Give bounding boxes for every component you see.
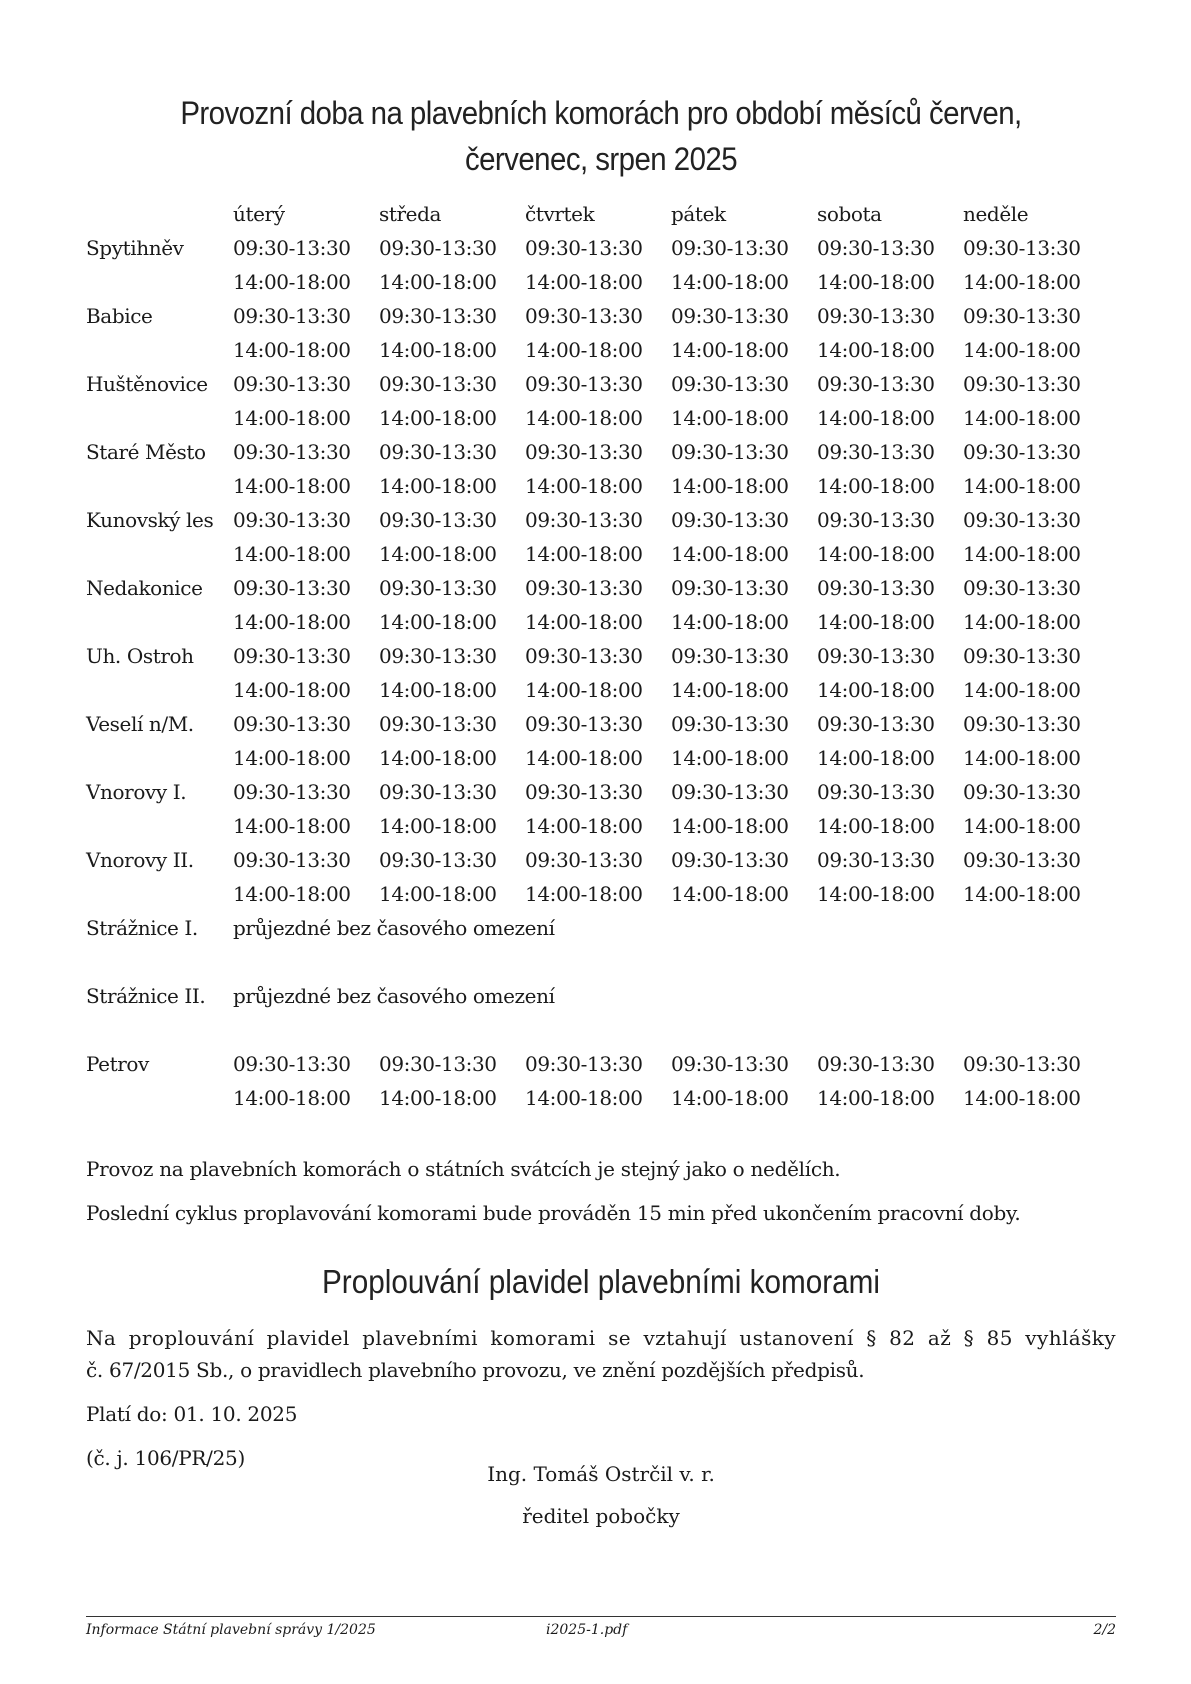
morning-hours: 09:30-13:30 bbox=[525, 372, 643, 396]
afternoon-hours: 14:00-18:00 bbox=[671, 1086, 789, 1110]
header-day: pátek bbox=[671, 202, 726, 226]
signature-role: ředitel pobočky bbox=[522, 1504, 680, 1528]
morning-hours: 09:30-13:30 bbox=[525, 508, 643, 532]
afternoon-hours: 14:00-18:00 bbox=[963, 338, 1081, 362]
morning-hours: 09:30-13:30 bbox=[525, 712, 643, 736]
valid-until: Platí do: 01. 10. 2025 bbox=[86, 1402, 298, 1426]
morning-hours: 09:30-13:30 bbox=[671, 508, 789, 532]
lock-name: Kunovský les bbox=[86, 508, 214, 532]
afternoon-hours: 14:00-18:00 bbox=[817, 474, 935, 498]
afternoon-hours: 14:00-18:00 bbox=[525, 882, 643, 906]
afternoon-hours: 14:00-18:00 bbox=[817, 882, 935, 906]
morning-hours: 09:30-13:30 bbox=[963, 440, 1081, 464]
morning-hours: 09:30-13:30 bbox=[671, 644, 789, 668]
morning-hours: 09:30-13:30 bbox=[233, 712, 351, 736]
morning-hours: 09:30-13:30 bbox=[525, 644, 643, 668]
spacer-row bbox=[86, 1013, 1109, 1047]
footer-publication: Informace Státní plavební správy 1/2025 bbox=[86, 1622, 376, 1638]
afternoon-hours: 14:00-18:00 bbox=[525, 1086, 643, 1110]
morning-hours: 09:30-13:30 bbox=[233, 440, 351, 464]
afternoon-hours: 14:00-18:00 bbox=[671, 542, 789, 566]
lock-name: Petrov bbox=[86, 1052, 149, 1076]
afternoon-hours: 14:00-18:00 bbox=[817, 1086, 935, 1110]
lock-row-morning bbox=[86, 299, 1109, 333]
morning-hours: 09:30-13:30 bbox=[233, 304, 351, 328]
afternoon-hours: 14:00-18:00 bbox=[963, 610, 1081, 634]
lock-row-morning bbox=[86, 707, 1109, 741]
afternoon-hours: 14:00-18:00 bbox=[233, 678, 351, 702]
afternoon-hours: 14:00-18:00 bbox=[525, 814, 643, 838]
lock-name: Babice bbox=[86, 304, 153, 328]
afternoon-hours: 14:00-18:00 bbox=[233, 1086, 351, 1110]
lock-row-morning bbox=[86, 843, 1109, 877]
footer-divider bbox=[86, 1616, 1116, 1617]
morning-hours: 09:30-13:30 bbox=[379, 440, 497, 464]
header-day: neděle bbox=[963, 202, 1029, 226]
lock-name: Uh. Ostroh bbox=[86, 644, 194, 668]
morning-hours: 09:30-13:30 bbox=[233, 372, 351, 396]
morning-hours: 09:30-13:30 bbox=[379, 372, 497, 396]
lock-name: Nedakonice bbox=[86, 576, 203, 600]
afternoon-hours: 14:00-18:00 bbox=[671, 474, 789, 498]
morning-hours: 09:30-13:30 bbox=[671, 712, 789, 736]
afternoon-hours: 14:00-18:00 bbox=[379, 882, 497, 906]
morning-hours: 09:30-13:30 bbox=[379, 576, 497, 600]
header-day: středa bbox=[379, 202, 442, 226]
afternoon-hours: 14:00-18:00 bbox=[817, 610, 935, 634]
afternoon-hours: 14:00-18:00 bbox=[233, 270, 351, 294]
afternoon-hours: 14:00-18:00 bbox=[963, 1086, 1081, 1110]
morning-hours: 09:30-13:30 bbox=[963, 1052, 1081, 1076]
morning-hours: 09:30-13:30 bbox=[817, 440, 935, 464]
morning-hours: 09:30-13:30 bbox=[963, 712, 1081, 736]
morning-hours: 09:30-13:30 bbox=[379, 1052, 497, 1076]
lock-row-afternoon bbox=[86, 265, 1109, 299]
morning-hours: 09:30-13:30 bbox=[671, 780, 789, 804]
morning-hours: 09:30-13:30 bbox=[525, 848, 643, 872]
afternoon-hours: 14:00-18:00 bbox=[525, 610, 643, 634]
afternoon-hours: 14:00-18:00 bbox=[233, 882, 351, 906]
lock-row-morning bbox=[86, 639, 1109, 673]
lock-name: Vnorovy II. bbox=[86, 848, 194, 872]
afternoon-hours: 14:00-18:00 bbox=[817, 746, 935, 770]
document-title bbox=[127, 90, 1075, 182]
morning-hours: 09:30-13:30 bbox=[817, 508, 935, 532]
afternoon-hours: 14:00-18:00 bbox=[379, 610, 497, 634]
afternoon-hours: 14:00-18:00 bbox=[233, 746, 351, 770]
lock-name-empty bbox=[86, 265, 233, 299]
spacer-cell bbox=[86, 1013, 1109, 1047]
afternoon-hours: 14:00-18:00 bbox=[233, 406, 351, 430]
lock-name-empty bbox=[86, 605, 233, 639]
afternoon-hours: 14:00-18:00 bbox=[525, 746, 643, 770]
lock-row-morning bbox=[86, 435, 1109, 469]
afternoon-hours: 14:00-18:00 bbox=[233, 474, 351, 498]
morning-hours: 09:30-13:30 bbox=[379, 508, 497, 532]
morning-hours: 09:30-13:30 bbox=[817, 780, 935, 804]
header-day: čtvrtek bbox=[525, 202, 595, 226]
afternoon-hours: 14:00-18:00 bbox=[671, 814, 789, 838]
morning-hours: 09:30-13:30 bbox=[817, 712, 935, 736]
morning-hours: 09:30-13:30 bbox=[817, 372, 935, 396]
morning-hours: 09:30-13:30 bbox=[817, 576, 935, 600]
morning-hours: 09:30-13:30 bbox=[963, 576, 1081, 600]
afternoon-hours: 14:00-18:00 bbox=[963, 882, 1081, 906]
morning-hours: 09:30-13:30 bbox=[525, 1052, 643, 1076]
title-line-2: červenec, srpen 2025 bbox=[464, 141, 738, 177]
morning-hours: 09:30-13:30 bbox=[379, 236, 497, 260]
footer-page-number: 2/2 bbox=[1093, 1622, 1116, 1638]
regulation-paragraph-line-2: č. 67/2015 Sb., o pravidlech plavebního provozu, ve znění pozdějších předpisů. bbox=[86, 1358, 865, 1382]
lock-name: Staré Město bbox=[86, 440, 206, 464]
morning-hours: 09:30-13:30 bbox=[671, 372, 789, 396]
lock-name: Spytihněv bbox=[86, 236, 184, 260]
lock-row-afternoon bbox=[86, 1081, 1109, 1115]
morning-hours: 09:30-13:30 bbox=[963, 304, 1081, 328]
afternoon-hours: 14:00-18:00 bbox=[963, 406, 1081, 430]
afternoon-hours: 14:00-18:00 bbox=[963, 814, 1081, 838]
afternoon-hours: 14:00-18:00 bbox=[671, 882, 789, 906]
lock-row-afternoon bbox=[86, 469, 1109, 503]
morning-hours: 09:30-13:30 bbox=[379, 712, 497, 736]
morning-hours: 09:30-13:30 bbox=[671, 576, 789, 600]
lock-row-morning bbox=[86, 571, 1109, 605]
lock-row-afternoon bbox=[86, 877, 1109, 911]
lock-name-empty bbox=[86, 401, 233, 435]
morning-hours: 09:30-13:30 bbox=[963, 236, 1081, 260]
afternoon-hours: 14:00-18:00 bbox=[671, 610, 789, 634]
afternoon-hours: 14:00-18:00 bbox=[525, 338, 643, 362]
afternoon-hours: 14:00-18:00 bbox=[233, 610, 351, 634]
afternoon-hours: 14:00-18:00 bbox=[379, 814, 497, 838]
lock-row-afternoon bbox=[86, 673, 1109, 707]
title-line-1: Provozní doba na plavebních komorách pro období měsíců červen, bbox=[180, 95, 1022, 131]
afternoon-hours: 14:00-18:00 bbox=[379, 406, 497, 430]
morning-hours: 09:30-13:30 bbox=[963, 508, 1081, 532]
morning-hours: 09:30-13:30 bbox=[671, 304, 789, 328]
header-row bbox=[86, 197, 1109, 231]
header-day: úterý bbox=[233, 202, 285, 226]
morning-hours: 09:30-13:30 bbox=[233, 576, 351, 600]
spacer-cell bbox=[86, 945, 1109, 979]
section-body bbox=[86, 1322, 1116, 1474]
afternoon-hours: 14:00-18:00 bbox=[671, 338, 789, 362]
morning-hours: 09:30-13:30 bbox=[525, 780, 643, 804]
spacer-row bbox=[86, 945, 1109, 979]
signature-name: Ing. Tomáš Ostrčil v. r. bbox=[487, 1462, 715, 1486]
morning-hours: 09:30-13:30 bbox=[233, 780, 351, 804]
afternoon-hours: 14:00-18:00 bbox=[817, 542, 935, 566]
lock-row-morning bbox=[86, 231, 1109, 265]
afternoon-hours: 14:00-18:00 bbox=[379, 474, 497, 498]
lock-row-afternoon bbox=[86, 333, 1109, 367]
lock-row bbox=[86, 979, 1109, 1013]
lock-row-afternoon bbox=[86, 401, 1109, 435]
afternoon-hours: 14:00-18:00 bbox=[817, 270, 935, 294]
morning-hours: 09:30-13:30 bbox=[963, 372, 1081, 396]
note-last-cycle: Poslední cyklus proplavování komorami bude prováděn 15 min před ukončením pracovní doby. bbox=[86, 1201, 1021, 1225]
morning-hours: 09:30-13:30 bbox=[379, 644, 497, 668]
morning-hours: 09:30-13:30 bbox=[525, 304, 643, 328]
lock-name-empty bbox=[86, 877, 233, 911]
morning-hours: 09:30-13:30 bbox=[379, 848, 497, 872]
afternoon-hours: 14:00-18:00 bbox=[817, 406, 935, 430]
lock-name: Strážnice II. bbox=[86, 984, 206, 1008]
afternoon-hours: 14:00-18:00 bbox=[525, 270, 643, 294]
header-lock bbox=[86, 197, 233, 231]
lock-schedule-table bbox=[86, 197, 1109, 1115]
morning-hours: 09:30-13:30 bbox=[817, 304, 935, 328]
lock-row bbox=[86, 911, 1109, 945]
notes bbox=[86, 1157, 1116, 1245]
morning-hours: 09:30-13:30 bbox=[671, 440, 789, 464]
afternoon-hours: 14:00-18:00 bbox=[963, 270, 1081, 294]
lock-name-empty bbox=[86, 537, 233, 571]
section-heading: Proplouvání plavidel plavebními komorami bbox=[322, 1263, 880, 1300]
morning-hours: 09:30-13:30 bbox=[233, 236, 351, 260]
lock-note: průjezdné bez časového omezení bbox=[233, 916, 555, 940]
lock-name-empty bbox=[86, 673, 233, 707]
morning-hours: 09:30-13:30 bbox=[525, 576, 643, 600]
schedule-body bbox=[86, 231, 1109, 1115]
page-footer bbox=[86, 1622, 1116, 1642]
afternoon-hours: 14:00-18:00 bbox=[671, 270, 789, 294]
lock-row-afternoon bbox=[86, 741, 1109, 775]
afternoon-hours: 14:00-18:00 bbox=[671, 406, 789, 430]
morning-hours: 09:30-13:30 bbox=[817, 644, 935, 668]
regulation-paragraph-line-1: Na proplouvání plavidel plavebními komorami se vztahují ustanovení § 82 až § 85 vyhlášky bbox=[86, 1326, 1116, 1350]
afternoon-hours: 14:00-18:00 bbox=[963, 474, 1081, 498]
morning-hours: 09:30-13:30 bbox=[379, 780, 497, 804]
morning-hours: 09:30-13:30 bbox=[525, 440, 643, 464]
lock-note: průjezdné bez časového omezení bbox=[233, 984, 555, 1008]
lock-name-empty bbox=[86, 469, 233, 503]
afternoon-hours: 14:00-18:00 bbox=[379, 746, 497, 770]
morning-hours: 09:30-13:30 bbox=[817, 848, 935, 872]
morning-hours: 09:30-13:30 bbox=[233, 508, 351, 532]
note-holidays: Provoz na plavebních komorách o státních svátcích je stejný jako o nedělích. bbox=[86, 1157, 841, 1181]
afternoon-hours: 14:00-18:00 bbox=[379, 270, 497, 294]
morning-hours: 09:30-13:30 bbox=[817, 1052, 935, 1076]
afternoon-hours: 14:00-18:00 bbox=[817, 338, 935, 362]
lock-name-empty bbox=[86, 1081, 233, 1115]
header-day: sobota bbox=[817, 202, 882, 226]
morning-hours: 09:30-13:30 bbox=[671, 236, 789, 260]
afternoon-hours: 14:00-18:00 bbox=[233, 338, 351, 362]
afternoon-hours: 14:00-18:00 bbox=[379, 542, 497, 566]
afternoon-hours: 14:00-18:00 bbox=[963, 678, 1081, 702]
lock-row-afternoon bbox=[86, 537, 1109, 571]
afternoon-hours: 14:00-18:00 bbox=[963, 746, 1081, 770]
lock-name: Strážnice I. bbox=[86, 916, 198, 940]
morning-hours: 09:30-13:30 bbox=[671, 848, 789, 872]
lock-row-afternoon bbox=[86, 605, 1109, 639]
afternoon-hours: 14:00-18:00 bbox=[525, 406, 643, 430]
afternoon-hours: 14:00-18:00 bbox=[525, 678, 643, 702]
afternoon-hours: 14:00-18:00 bbox=[525, 542, 643, 566]
lock-row-morning bbox=[86, 503, 1109, 537]
morning-hours: 09:30-13:30 bbox=[233, 848, 351, 872]
morning-hours: 09:30-13:30 bbox=[963, 644, 1081, 668]
footer-filename: i2025-1.pdf bbox=[546, 1622, 628, 1638]
lock-name-empty bbox=[86, 809, 233, 843]
lock-name: Vnorovy I. bbox=[86, 780, 187, 804]
afternoon-hours: 14:00-18:00 bbox=[379, 678, 497, 702]
lock-row-afternoon bbox=[86, 809, 1109, 843]
morning-hours: 09:30-13:30 bbox=[963, 780, 1081, 804]
afternoon-hours: 14:00-18:00 bbox=[233, 814, 351, 838]
morning-hours: 09:30-13:30 bbox=[379, 304, 497, 328]
reference-number: (č. j. 106/PR/25) bbox=[86, 1446, 245, 1470]
morning-hours: 09:30-13:30 bbox=[817, 236, 935, 260]
afternoon-hours: 14:00-18:00 bbox=[963, 542, 1081, 566]
morning-hours: 09:30-13:30 bbox=[525, 236, 643, 260]
morning-hours: 09:30-13:30 bbox=[233, 644, 351, 668]
lock-name: Huštěnovice bbox=[86, 372, 208, 396]
afternoon-hours: 14:00-18:00 bbox=[671, 746, 789, 770]
lock-row-morning bbox=[86, 775, 1109, 809]
afternoon-hours: 14:00-18:00 bbox=[233, 542, 351, 566]
afternoon-hours: 14:00-18:00 bbox=[817, 678, 935, 702]
lock-name: Veselí n/M. bbox=[86, 712, 194, 736]
afternoon-hours: 14:00-18:00 bbox=[379, 338, 497, 362]
morning-hours: 09:30-13:30 bbox=[233, 1052, 351, 1076]
afternoon-hours: 14:00-18:00 bbox=[671, 678, 789, 702]
afternoon-hours: 14:00-18:00 bbox=[817, 814, 935, 838]
lock-name-empty bbox=[86, 741, 233, 775]
lock-row-morning bbox=[86, 367, 1109, 401]
lock-row-morning bbox=[86, 1047, 1109, 1081]
afternoon-hours: 14:00-18:00 bbox=[525, 474, 643, 498]
morning-hours: 09:30-13:30 bbox=[671, 1052, 789, 1076]
lock-name-empty bbox=[86, 333, 233, 367]
afternoon-hours: 14:00-18:00 bbox=[379, 1086, 497, 1110]
morning-hours: 09:30-13:30 bbox=[963, 848, 1081, 872]
